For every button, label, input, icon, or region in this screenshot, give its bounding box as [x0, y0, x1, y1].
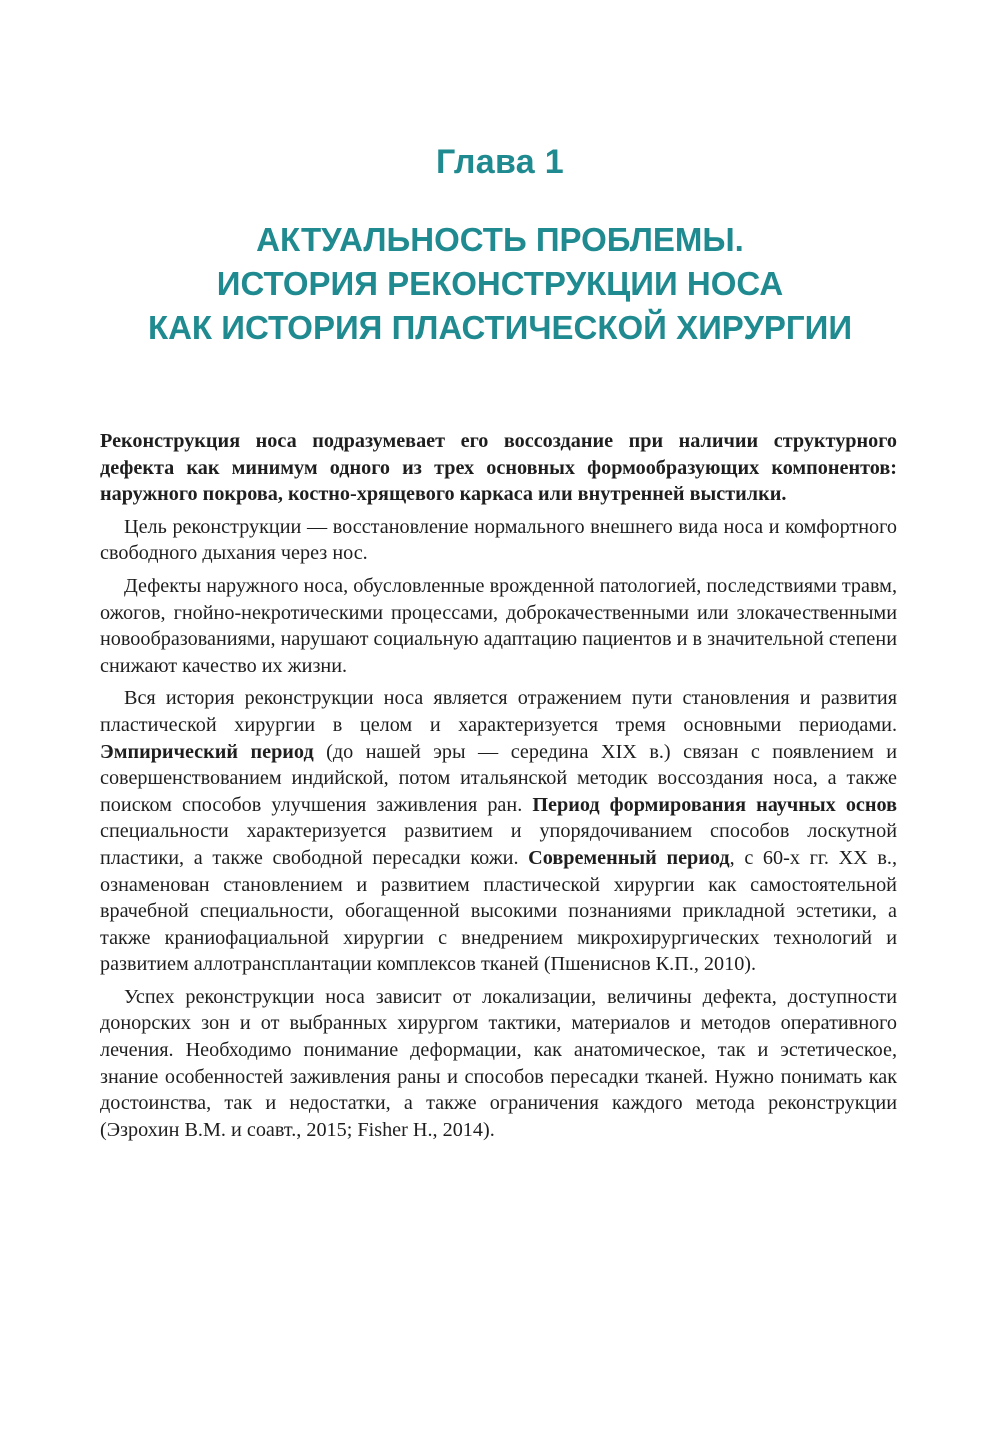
- chapter-title-line-1: АКТУАЛЬНОСТЬ ПРОБЛЕМЫ.: [256, 221, 744, 258]
- lead-paragraph: Реконструкция носа подразумевает его воссоздание при наличии структурного дефекта как минимум одного из трех основных формообразующих компонентов: наружного покрова, костно-хрящевого каркаса или внутренней выстилки.: [100, 430, 897, 506]
- term-modern-period: Современный период: [528, 846, 730, 869]
- chapter-body: [100, 428, 897, 1149]
- term-scientific-period: Период формирования научных основ: [532, 793, 898, 816]
- paragraph-success: Успех реконструкции носа зависит от локализации, величины дефекта, доступности донорских зон и от выбранных хирургом тактики, материалов и методов оперативного лечения. Необходимо понимание деформации, как анатомическое, так и эстетическое, знание особенностей заживления раны и способов пересадки тканей. Нужно понимать как достоинства, так и недостатки, а также ограничения каждого метода реконструкции (Эзрохин В.М. и соавт., 2015; Fisher H., 2014).: [100, 985, 897, 1141]
- history-text-2: (до нашей эры — середина XIX в.) связан с появлением и совершенствованием индийской, потом итальянской методик воссоздания носа, а также поиском способов улучшения заживления ран.: [100, 740, 897, 816]
- history-text-3: специальности характеризуется развитием и упорядочиванием способов лоскутной пластики, а также свободной пересадки кожи.: [100, 820, 897, 869]
- history-text-4: , с 60-х гг. XX в., ознаменован становлением и развитием пластической хирургии как самостоятельной врачебной специальности, обогащенной высокими познаниями прикладной эстетики, а также краниофациальной хирургии с внедрением микрохирургических технологий и развитием аллотрансплантации комплексов тканей (Пшениснов К.П., 2010).: [100, 846, 897, 976]
- term-empirical-period: Эмпирический период: [100, 740, 314, 763]
- chapter-title: [60, 218, 940, 350]
- paragraph-defects: Дефекты наружного носа, обусловленные врожденной патологией, последствиями травм, ожогов, гнойно-некротическими процессами, доброкачественными или злокачественными новообразованиями, нарушают социальную адаптацию пациентов и в значительной степени снижают качество их жизни.: [100, 574, 897, 677]
- history-text-1: Вся история реконструкции носа является отражением пути становления и развития пластической хирургии в целом и характеризуется тремя основными периодами.: [100, 687, 897, 736]
- chapter-number: Глава 1: [436, 143, 564, 181]
- chapter-title-line-3: КАК ИСТОРИЯ ПЛАСТИЧЕСКОЙ ХИРУРГИИ: [147, 309, 853, 346]
- paragraph-goal: Цель реконструкции — восстановление нормального внешнего вида носа и комфортного свободного дыхания через нос.: [100, 515, 897, 565]
- chapter-title-line-2: ИСТОРИЯ РЕКОНСТРУКЦИИ НОСА: [216, 265, 784, 302]
- paragraph-history: [100, 685, 897, 978]
